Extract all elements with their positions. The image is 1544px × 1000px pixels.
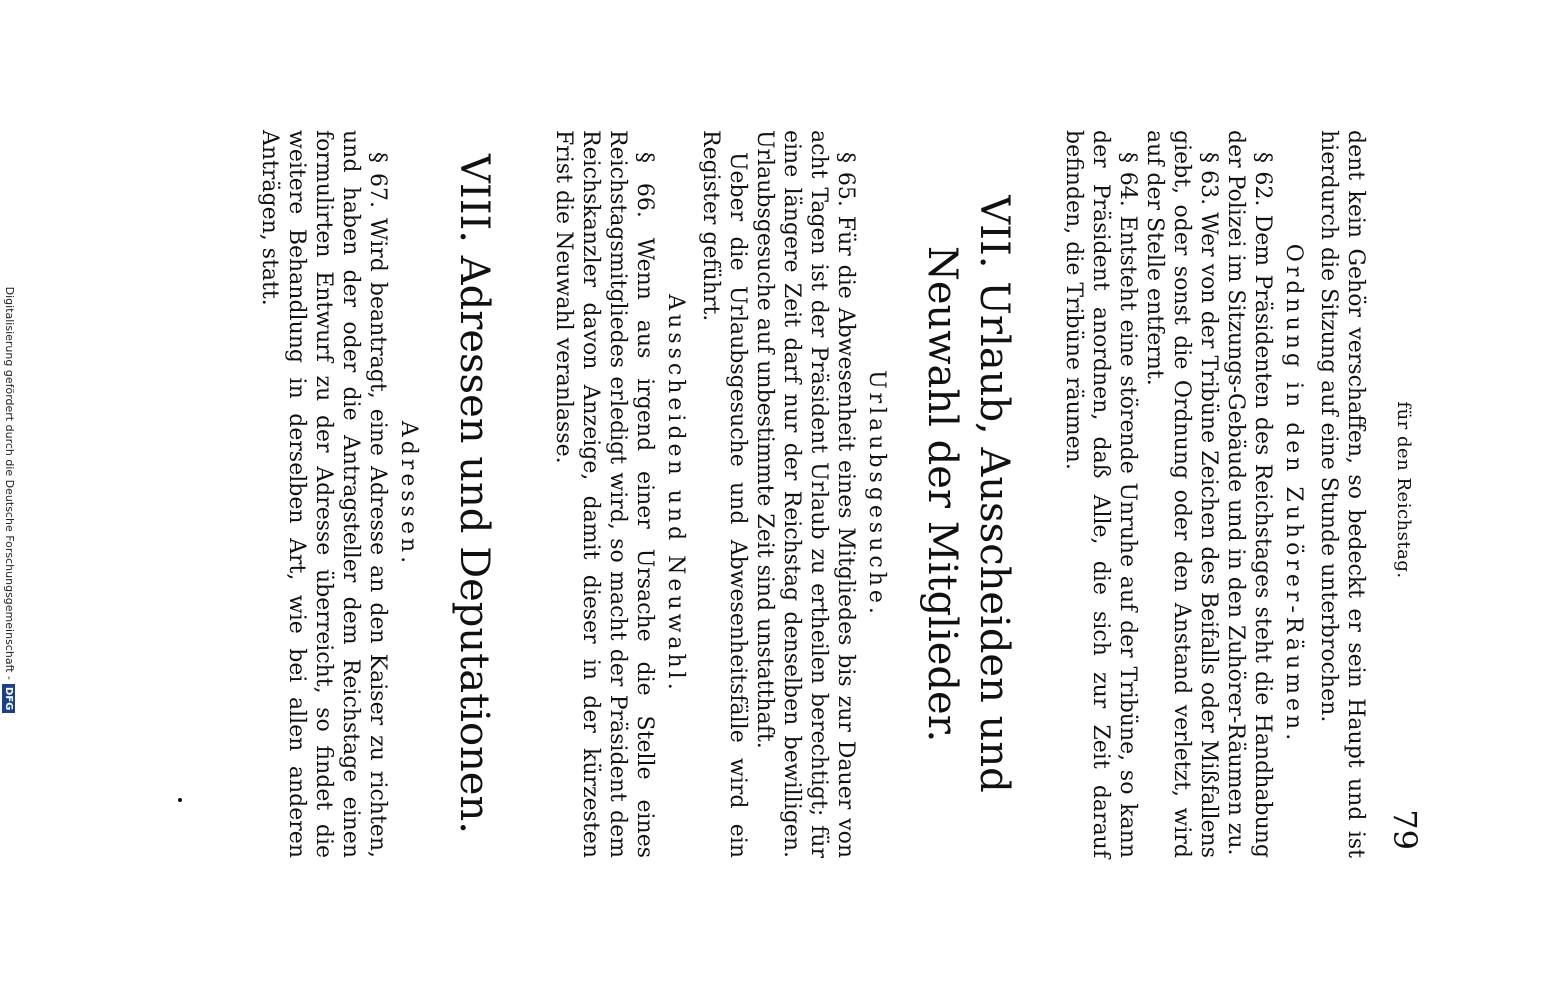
paragraph: § 65. Für die Abwesenheit eines Mitgliedes bis zur Dauer von acht Tagen ist der Präsident Urlaub zu ertheilen berechtigt; für eine längere Zeit darf nur der Reichstag denselben bewilligen. Urlaubsgesuche auf unbestimmte Zeit sind unstatthaft. [752,130,858,858]
credit-text: Digitalisierung gefördert durch die Deutsche Forschungsgemeinschaft - [3,286,16,681]
paragraph: § 62. Dem Präsidenten des Reichstages steht die Handhabung der Polizei im Sitzungs-Gebäude und in den Zuhörer-Räumen zu. [1223,130,1275,858]
paragraph: § 66. Wenn aus irgend einer Ursache die Stelle eines Reichstagsmitgliedes erledigt wird, so macht der Präsident dem Reichskanzler davon Anzeige, damit dieser in der kürzesten Frist die Neuwahl veranlasse. [551,130,657,858]
chapter-heading: VIII. Adressen und Deputationen. [451,154,497,834]
page-number: 79 [1386,809,1424,850]
running-title: für den Reichstag. [1393,401,1414,579]
dfg-logo-icon: DFG [2,684,15,713]
section-heading: Adressen. [396,420,421,568]
paragraph: § 67. Wird beantragt, eine Adresse an den Kaiser zu richten, und haben der oder die Antragsteller dem Reichstage einen formulirten Entwurf zu der Adresse überreicht, so findet die weitere Behandlung in derselben Art, wie bei allen anderen Anträgen, statt. [257,130,390,858]
section-heading: Urlaubsgesuche. [864,370,889,618]
page-body [256,130,1369,858]
section-heading: Ausscheiden und Neuwahl. [663,294,688,694]
paragraph: § 64. Entsteht eine störende Unruhe auf der Tribüne, so kann der Präsident anordnen, daß Alle, die sich zur Zeit darauf befinden, die Tribüne räumen. [1061,130,1140,858]
page-header [1384,130,1424,850]
print-speck [178,798,182,802]
paragraph: § 63. Wer von der Tribüne Zeichen des Beifalls oder Mißfallens giebt, oder sonst die Ordnung oder den Anstand verletzt, wird auf der Stelle entfernt. [1142,130,1221,858]
paragraph: Ueber die Urlaubsgesuche und Abwesenheitsfälle wird ein Register geführt. [698,130,750,858]
digitization-credit [2,0,16,1000]
paragraph: dent kein Gehör verschaffen, so bedeckt er sein Haupt und ist hierdurch die Sitzung auf eine Stunde unterbrochen. [1316,130,1368,858]
section-heading: Ordnung in den Zuhörer-Räumen. [1281,243,1306,745]
chapter-heading: VII. Urlaub, Ausscheiden und Neuwahl der Mitglieder. [919,195,1017,793]
